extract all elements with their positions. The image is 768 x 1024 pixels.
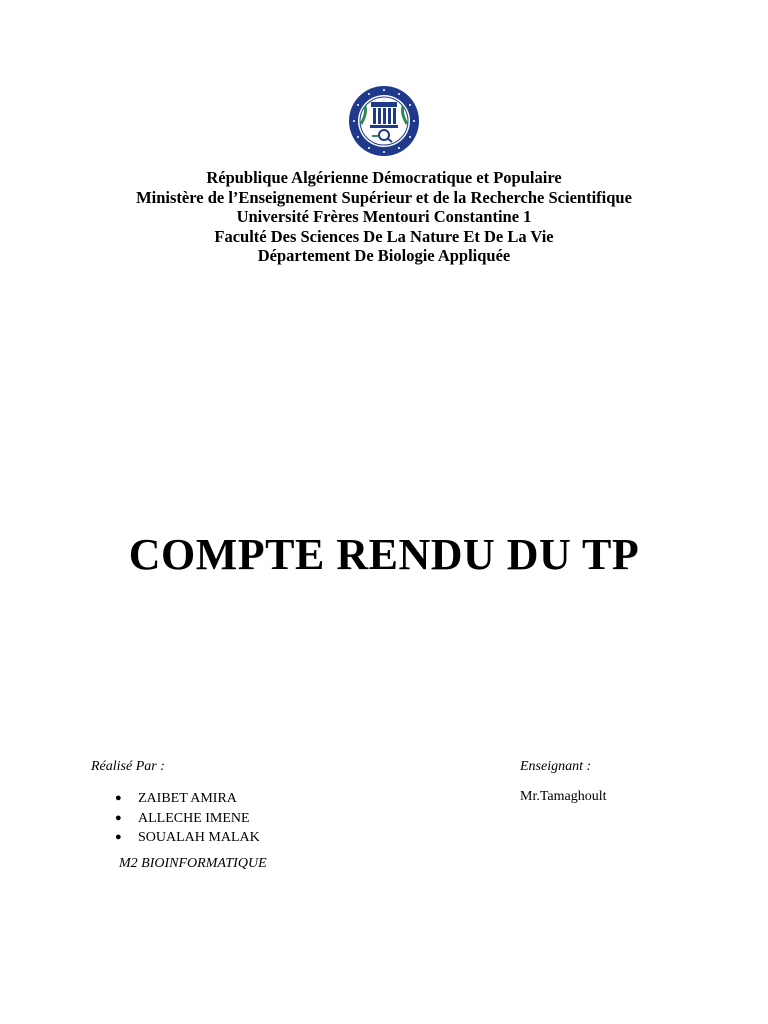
header-ministry: Ministère de l’Enseignement Supérieur et de la Recherche Scientifique	[136, 187, 632, 207]
document-title: COMPTE RENDU DU TP	[128, 530, 640, 579]
university-logo	[347, 84, 421, 158]
list-item	[112, 789, 260, 809]
university-seal-icon	[347, 84, 421, 158]
authors-label: Réalisé Par :	[91, 759, 165, 774]
authors-list	[112, 789, 260, 848]
teacher-name: Mr.Tamaghoult	[520, 789, 607, 804]
bullet-icon: ●	[115, 831, 122, 843]
bullet-icon: ●	[115, 811, 122, 824]
list-item	[112, 828, 260, 848]
teacher-label: Enseignant :	[520, 759, 592, 774]
institution-header	[0, 168, 768, 266]
bullet-icon: ●	[115, 792, 122, 804]
list-item	[112, 809, 260, 829]
study-level: M2 BIOINFORMATIQUE	[119, 856, 267, 871]
header-university: Université Frères Mentouri Constantine 1	[236, 207, 532, 226]
header-republic: République Algérienne Démocratique et Populaire	[206, 168, 562, 187]
author-name: ZAIBET AMIRA	[138, 791, 237, 806]
header-department: Département De Biologie Appliquée	[257, 246, 511, 265]
author-name: SOUALAH MALAK	[138, 830, 260, 845]
author-name: ALLECHE IMENE	[138, 810, 250, 826]
header-faculty: Faculté Des Sciences De La Nature Et De La Vie	[214, 226, 554, 246]
